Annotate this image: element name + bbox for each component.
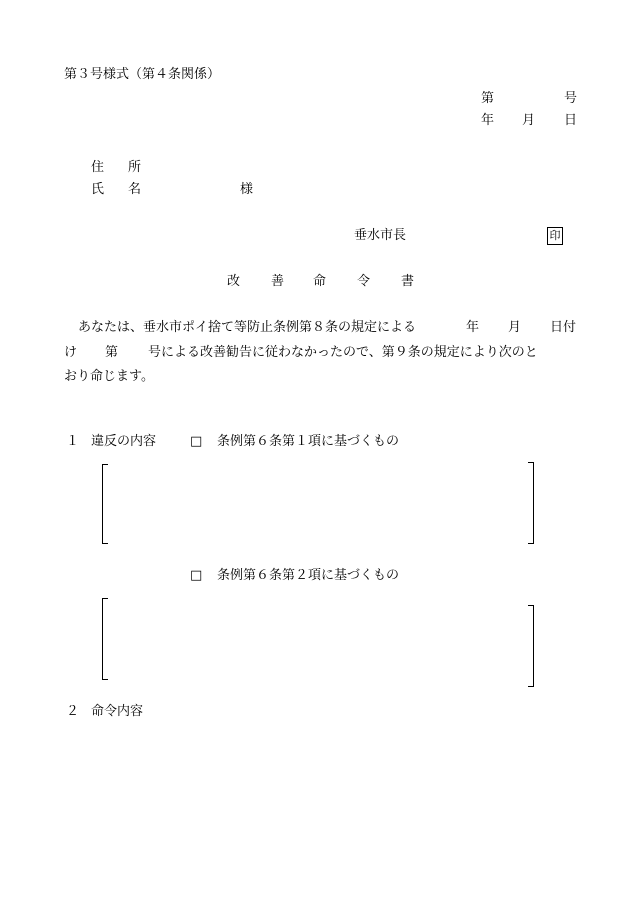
date-year: 年	[481, 113, 495, 128]
doc-title-char: 命	[313, 274, 327, 289]
body-line1-text: あなたは、垂水市ポイ捨て等防止条例第８条の規定による	[78, 320, 417, 335]
date-month: 月	[522, 113, 536, 128]
section1-option2-bracket-right	[528, 605, 534, 687]
doc-title-char: 令	[357, 274, 371, 289]
section1-option2-text: 条例第６条第２項に基づくもの	[217, 568, 400, 583]
name-label-1: 氏	[91, 182, 105, 197]
section1-option1-bracket-left	[102, 464, 108, 544]
section2-label: 命令内容	[91, 704, 144, 719]
seal: 印	[547, 227, 563, 245]
address-label-1: 住	[91, 160, 105, 175]
doc-number-suffix: 号	[564, 91, 578, 106]
section1-option2-bracket-left	[102, 598, 108, 680]
section1-option1-checkbox[interactable]: □	[190, 434, 203, 449]
honorific: 様	[240, 182, 254, 197]
body-line2-c: 号による改善勧告に従わなかったので、第９条の規定により次のと	[148, 345, 538, 360]
body-line2-b: 第	[105, 345, 119, 360]
name-label-2: 名	[128, 182, 142, 197]
section2-number: ２	[66, 704, 80, 719]
body-line1-month: 月	[508, 320, 522, 335]
section1-option1-text: 条例第６条第１項に基づくもの	[217, 434, 400, 449]
section1-option1-bracket-right	[528, 462, 534, 544]
section1-option2-checkbox[interactable]: □	[190, 568, 203, 583]
date-day: 日	[564, 113, 578, 128]
section1-number: １	[66, 434, 80, 449]
body-line2-a: け	[64, 345, 78, 360]
body-line1-year: 年	[466, 320, 480, 335]
doc-title-char: 改	[227, 274, 241, 289]
body-line3: おり命じます。	[64, 369, 154, 384]
section1-label: 違反の内容	[91, 434, 157, 449]
doc-title-char: 善	[271, 274, 285, 289]
issuer: 垂水市長	[354, 228, 407, 243]
body-line1-day: 日付	[550, 320, 577, 335]
doc-number-prefix: 第	[481, 91, 495, 106]
address-label-2: 所	[128, 160, 142, 175]
doc-title-char: 書	[401, 274, 415, 289]
form-title: 第３号様式（第４条関係）	[64, 67, 221, 82]
